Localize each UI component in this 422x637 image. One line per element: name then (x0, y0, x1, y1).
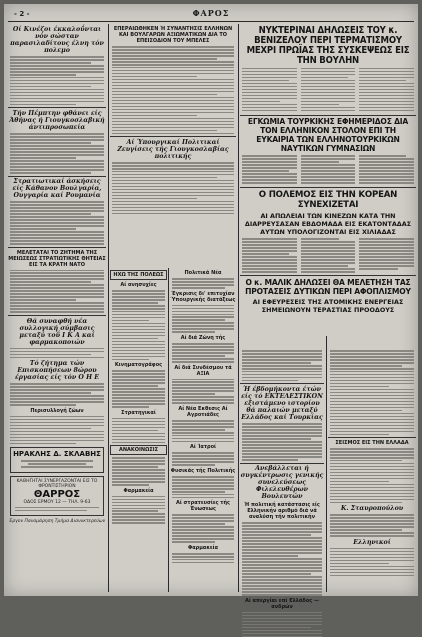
article-text (10, 348, 104, 359)
column-rule (326, 336, 327, 592)
advertisement (10, 476, 104, 517)
article-text (172, 452, 234, 466)
article-text (172, 379, 234, 404)
ad-brand: ΘΑΡΡΟΣ (33, 488, 81, 500)
headline: Ο ΠΟΛΕΜΟΣ ΕΙΣ ΤΗΝ ΚΟΡΕΑΝ ΣΥΝΕΧΙΖΕΤΑΙ (258, 190, 398, 211)
page-number: - 2 - (14, 10, 30, 18)
subheadline: ΑΙ ΑΠΩΛΕΙΑΙ ΤΩΝ ΚΙΝΕΖΩΝ ΚΑΤΑ ΤΗΝ ΔΙΑΡΡΕΥΣΑΣΑΝ ΕΒΔΟΜΑΔΑ ΕΙΣ ΕΚΑΤΟΝΤΑΔΑΣ ΑΥΤΩΝ ΥΠΟΛΟΓΙΖΟΝΤΑΙ ΕΙΣ ΧΙΛΙΑΔΑΣ (244, 212, 412, 237)
article-text (242, 155, 414, 185)
article-text (112, 418, 165, 443)
article-text (242, 612, 322, 637)
headline: ΜΕΛΕΤΑΤΑΙ ΤΟ ΖΗΤΗΜΑ ΤΗΣ ΜΕΙΩΣΕΩΣ ΣΤΡΑΤΙΩΤΙΚΗΣ ΘΗΤΕΙΑΣ ΕΙΣ ΤΑ ΚΡΑΤΗ ΝΑΤΟ (8, 249, 106, 268)
article-text (10, 133, 104, 173)
article-text (172, 553, 234, 564)
headline: Ο κ. ΜΑΛΙΚ ΔΗΛΩΣΕΙ ΘΑ ΜΕΛΕΤΗΣΗ ΤΑΣ ΠΡΟΤΑΣΕΙΣ ΔΥΤΙΚΩΝ ΠΕΡΙ ΑΦΟΠΛΙΣΜΟΥ (245, 277, 411, 296)
article-text (172, 514, 234, 542)
article-text (10, 56, 104, 105)
article-text (330, 514, 414, 536)
column-4-left (240, 348, 324, 610)
article-text (330, 548, 414, 576)
headline: Αί Ίατροί (190, 444, 216, 451)
masthead (4, 7, 418, 21)
section-heading: ΑΝΑΚΟΙΝΩΣΙΣ (110, 445, 167, 455)
headline: Αί διά Ζώνη τής (180, 335, 226, 341)
article-text (172, 343, 234, 363)
article-text (10, 383, 104, 405)
headline: Θά συναφθή νέα συλλογική σύμβασις μεταξύ τοΰ Ι Κ Α καί φαρμακοποιών (19, 317, 95, 346)
column-4-right (328, 348, 416, 592)
headline: Αί στρατευσίες τής Ένωσεως (175, 500, 231, 513)
article-text (330, 350, 414, 435)
column-rule (238, 24, 239, 592)
article-text (112, 46, 234, 134)
article-text (112, 457, 165, 485)
headline: Φαρμακεία (123, 487, 154, 494)
masthead-rule (8, 21, 414, 22)
headline: Περισυλλογή ζώων (30, 407, 84, 414)
section-heading: ΗΧΩ ΤΗΣ ΠΟΛΕΩΣ (110, 270, 167, 280)
ad-address: ΟΔΟΣ ΕΡΜΟΥ 12 — ΤΗΛ. 9-63 (23, 499, 91, 505)
column-rule (168, 268, 169, 592)
column-1 (8, 24, 106, 592)
ad-text (15, 507, 99, 512)
article-text (172, 305, 234, 333)
lead-story-area (240, 24, 416, 316)
headline: Αί απεργίαι επί Ελλάδος — ανδρών (245, 597, 319, 610)
article-text (242, 350, 322, 381)
main-headline: ΝΥΚΤΕΡΙΝΑΙ ΔΗΛΩΣΕΙΣ ΤΟΥ κ. ΒΕΝΙΖΕΛΟΥ ΠΕΡΙ ΤΕΡΜΑΤΙΣΜΟΥ ΜΕΧΡΙ ΠΡΩΪΑΣ ΤΗΣ ΣΥΣΚΕΨΕΩΣ ΕΙΣ ΤΗΝ ΒΟΥΛΗΝ (246, 25, 410, 66)
article-text (242, 238, 414, 273)
article-text (10, 416, 104, 444)
article-text (242, 423, 322, 460)
article-text (330, 448, 414, 503)
ad-text (15, 460, 99, 468)
headline: Στρατηγικαί (121, 409, 156, 416)
headline: Ή έβδομήκοντα έτών είς τό ΕΚΤΕΛΕΣΤΙΚΟΝ εξιστάμενο ιστορίου θά παλαιών μεταξύ Ελλάδος καί Τουρκίας (241, 386, 323, 422)
headline: Φαρμακεία (187, 544, 219, 551)
article-text (112, 370, 165, 407)
ad-heading: ΚΑΘΗΓΗΤΑΙ ΣΥΝΕΡΓΑΖΟΝΤΑΙ ΕΙΣ ΤΟ ΦΡΟΝΤΙΣΤΗΡΙΟΝ (16, 478, 98, 489)
headline: Στρατιωτικαί άσκήσεις είς Κάθανον Βουλγαρία, Ουγγαρία καί Ρουμανία (12, 178, 102, 200)
subheadline: ΑΙ ΕΦΕΥΡΕΣΕΙΣ ΤΗΣ ΑΤΟΜΙΚΗΣ ΕΝΕΡΓΕΙΑΣ ΣΗΜΕΙΩΝΟΥΝ ΤΕΡΑΣΤΙΑΣ ΠΡΟΟΔΟΥΣ (252, 297, 404, 314)
column-2-bottom (110, 268, 167, 592)
headline: Οί Κινέζοι έκκαλοΰνται νόν σώσταν παρασιλαδίτους έλνη τόν πολεμο (10, 26, 104, 54)
article-text (172, 278, 234, 289)
article-text (112, 496, 165, 524)
headline: Αί ανησυχίες (120, 282, 157, 288)
headline: Ελληνικοί (353, 538, 391, 546)
column-rule (108, 24, 109, 592)
headline: ΕΓΚΩΜΙΑ ΤΟΥΡΚΙΚΗΣ ΕΦΗΜΕΡΙΔΟΣ ΔΙΑ ΤΟΝ ΕΛΛΗΝΙΚΟΝ ΣΤΟΛΟΝ ΕΠΙ ΤΗ ΕΥΚΑΙΡΙΑ ΤΩΝ ΕΛΛΗΝΟΤΟΥΡΚΙΚΩΝ ΝΑΥΤΙΚΩΝ ΓΥΜΝΑΣΙΩΝ (247, 117, 409, 154)
headline: ΣΕΙΣΜΟΣ ΕΙΣ ΤΗΝ ΕΛΛΑΔΑ (335, 439, 409, 446)
column-3 (170, 268, 236, 592)
headline: Αί Νέα Εκθεσις Αί Αγροτιάδες (178, 405, 228, 418)
headline: Έγκρισις δι' επιτυχίαν Ύπουργικής διατάξεως (170, 290, 236, 303)
advertisement (10, 447, 104, 473)
headline: Πολιτικά Νέα (184, 270, 222, 276)
footer-note: Έργον Πανομάρηση Τμήμα Διανυκτερεύων (8, 519, 106, 525)
column-2-top (110, 24, 236, 264)
headline: Τήν Πέμπτην φθάνει είς Άθήνας ή Γιουγκοσλαβική άντιπροσωπεία (9, 110, 105, 132)
article-text (242, 522, 322, 595)
article-text (172, 420, 234, 442)
article-text (10, 201, 104, 244)
headline: Φυσικάς τής Πολιτικής (170, 467, 236, 474)
headline: Κινηματογράφος (114, 362, 163, 369)
article-text (10, 270, 104, 313)
newspaper-title: ΦΑΡΟΣ (192, 8, 230, 18)
headline: Κ. Σταυροπούλου (340, 505, 404, 513)
headline: ΕΠΕΡΑΙΩΘΗΚΕΝ Ή ΣΥΝΑΝΤΗΣΙΣ ΕΛΛΗΝΩΝ ΚΑΙ ΒΟΥΛΓΑΡΩΝ ΑΞΙΩΜΑΤΙΚΩΝ ΔΙΑ ΤΟ ΕΠΕΙΣΟΔΙΟΝ ΤΟΥ ΜΠΕΛΕΣ (113, 26, 233, 44)
article-text (112, 290, 165, 360)
headline: Τό ζήτημα τών Επισκοπήσεων 8ώρου έργασίας είς τόν Ο Η Ε (14, 360, 100, 382)
headline: Αί διά Συνδέσμου τά ΑΞΙΑ (174, 364, 232, 377)
headline: Αί Ύπουργικαί Πολιτικαί Ζευγίσεις τής Γιουγκοσλαβίας πολιτικής (117, 138, 229, 160)
headline: Ανεβάλλεται ή συγκέντρωσις γενικής συνελεύσεως Φιλελευθέρων Βουλευτών (240, 465, 324, 501)
ad-heading: ΗΡΑΚΛΗΣ Δ. ΣΚΛΑΒΗΣ (13, 450, 101, 459)
subheadline: Ή πολιτική κατάστασις είς Ελληνικήν αριθμό διά νά αναλύση τήν πολιτικήν (244, 502, 320, 521)
article-text (172, 476, 234, 498)
newspaper-page (4, 4, 418, 610)
article-text (242, 68, 414, 113)
article-text (112, 162, 234, 214)
